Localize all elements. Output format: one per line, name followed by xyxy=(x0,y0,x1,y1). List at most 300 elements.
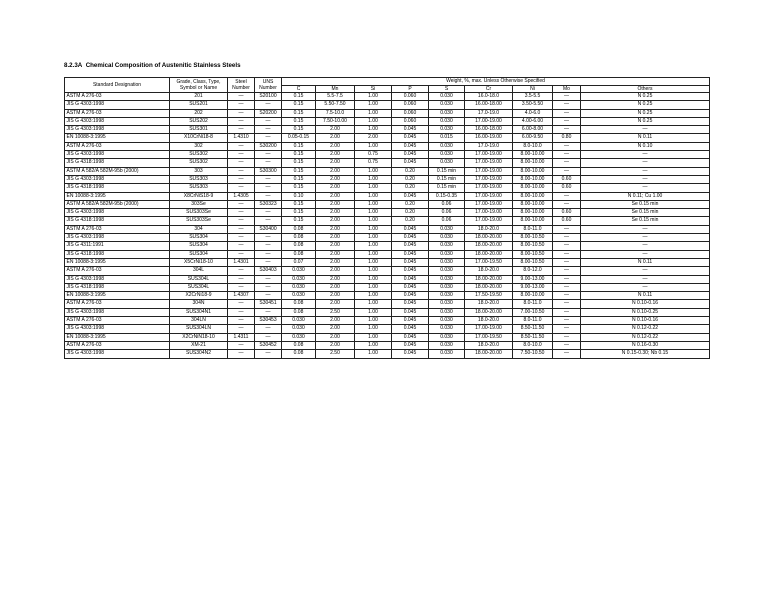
cell-cr: 17.00-19.50 xyxy=(465,333,513,341)
cell-standard: JIS G 4311:1991 xyxy=(65,242,170,250)
cell-mn: 2.00 xyxy=(316,126,355,134)
cell-c: 0.08 xyxy=(282,341,316,349)
cell-standard: ASTM A 276-03 xyxy=(65,225,170,233)
cell-mn: 2.00 xyxy=(316,175,355,183)
cell-standard: ASTM A 276-03 xyxy=(65,109,170,117)
cell-grade: SUS303Se xyxy=(170,209,228,217)
cell-mo: — xyxy=(553,93,581,101)
header-p: P xyxy=(392,85,429,93)
cell-c: 0.10 xyxy=(282,192,316,200)
cell-uns: S30451 xyxy=(255,300,282,308)
cell-uns: — xyxy=(255,175,282,183)
cell-si: 0.75 xyxy=(355,151,392,159)
cell-c: 0.08 xyxy=(282,350,316,358)
cell-si: 1.00 xyxy=(355,167,392,175)
cell-cr: 16.00-18.00 xyxy=(465,126,513,134)
cell-others: Se 0.15 min xyxy=(581,209,710,217)
cell-mn: 2.00 xyxy=(316,341,355,349)
cell-mo: — xyxy=(553,267,581,275)
cell-grade: SUS303 xyxy=(170,184,228,192)
cell-uns: S30200 xyxy=(255,142,282,150)
cell-c: 0.15 xyxy=(282,175,316,183)
cell-s: 0.030 xyxy=(429,283,465,291)
table-row xyxy=(65,234,710,242)
cell-others: N 0.25 xyxy=(581,117,710,125)
cell-others: — xyxy=(581,167,710,175)
cell-c: 0.15 xyxy=(282,209,316,217)
cell-mo: — xyxy=(553,300,581,308)
cell-si: 1.00 xyxy=(355,184,392,192)
composition-table xyxy=(64,77,710,359)
cell-s: 0.030 xyxy=(429,300,465,308)
cell-standard: JIS G 4303:1998 xyxy=(65,234,170,242)
table-row xyxy=(65,317,710,325)
cell-cr: 18.00-20.00 xyxy=(465,250,513,258)
cell-standard: ASTM A 276-03 xyxy=(65,317,170,325)
table-row xyxy=(65,308,710,316)
cell-standard: ASTM A 276-03 xyxy=(65,142,170,150)
cell-standard: JIS G 4303:1998 xyxy=(65,308,170,316)
cell-uns: — xyxy=(255,209,282,217)
cell-grade: X8CrNiS18-9 xyxy=(170,192,228,200)
cell-standard: ASTM A 582/A 582M-95b (2000) xyxy=(65,200,170,208)
cell-p: 0.045 xyxy=(392,325,429,333)
cell-standard: EN 10088-3:1995 xyxy=(65,292,170,300)
header-cr: Cr xyxy=(465,85,513,93)
cell-p: 0.060 xyxy=(392,93,429,101)
cell-uns: — xyxy=(255,126,282,134)
table-row xyxy=(65,101,710,109)
cell-uns: — xyxy=(255,151,282,159)
cell-c: 0.15 xyxy=(282,200,316,208)
cell-p: 0.045 xyxy=(392,234,429,242)
cell-ni: 4.0-6.0 xyxy=(513,109,553,117)
cell-c: 0.030 xyxy=(282,333,316,341)
cell-s: 0.030 xyxy=(429,142,465,150)
cell-ni: 7.00-10.50 xyxy=(513,308,553,316)
cell-p: 0.045 xyxy=(392,350,429,358)
cell-others: N 0.10-0.25 xyxy=(581,308,710,316)
cell-uns: — xyxy=(255,234,282,242)
header-mn: Mn xyxy=(316,85,355,93)
cell-p: 0.060 xyxy=(392,109,429,117)
cell-c: 0.030 xyxy=(282,267,316,275)
cell-cr: 18.00-20.00 xyxy=(465,350,513,358)
cell-standard: JIS G 4303:1998 xyxy=(65,101,170,109)
cell-cr: 17.0-19.0 xyxy=(465,142,513,150)
cell-cr: 18.0-20.0 xyxy=(465,341,513,349)
cell-ni: 9.00-13.00 xyxy=(513,275,553,283)
cell-standard: EN 10088-3:1995 xyxy=(65,258,170,266)
cell-steel-number: — xyxy=(228,200,255,208)
cell-si: 1.00 xyxy=(355,93,392,101)
cell-s: 0.030 xyxy=(429,242,465,250)
cell-c: 0.05-0.15 xyxy=(282,134,316,142)
table-row xyxy=(65,258,710,266)
header-uns: UNS Number xyxy=(255,78,282,93)
cell-mn: 2.00 xyxy=(316,134,355,142)
cell-mn: 2.00 xyxy=(316,167,355,175)
header-ni: Ni xyxy=(513,85,553,93)
cell-si: 1.00 xyxy=(355,142,392,150)
cell-cr: 17.00-19.00 xyxy=(465,209,513,217)
cell-s: 0.030 xyxy=(429,225,465,233)
cell-ni: 8.00-10.00 xyxy=(513,167,553,175)
cell-others: N 0.16-0.30 xyxy=(581,341,710,349)
cell-others: — xyxy=(581,126,710,134)
cell-si: 2.00 xyxy=(355,134,392,142)
cell-steel-number: 1.4301 xyxy=(228,258,255,266)
cell-s: 0.030 xyxy=(429,93,465,101)
cell-others: — xyxy=(581,151,710,159)
cell-si: 1.00 xyxy=(355,350,392,358)
cell-grade: SUS304L xyxy=(170,283,228,291)
cell-others: — xyxy=(581,283,710,291)
cell-standard: JIS G 4318:1998 xyxy=(65,184,170,192)
cell-grade: SUS303 xyxy=(170,175,228,183)
cell-uns: — xyxy=(255,333,282,341)
cell-s: 0.030 xyxy=(429,250,465,258)
cell-standard: ASTM A 276-03 xyxy=(65,93,170,101)
cell-grade: X2CrNiN18-10 xyxy=(170,333,228,341)
cell-uns: S20100 xyxy=(255,93,282,101)
cell-mo: 0.60 xyxy=(553,217,581,225)
cell-steel-number: — xyxy=(228,300,255,308)
cell-si: 1.00 xyxy=(355,250,392,258)
cell-mo: — xyxy=(553,317,581,325)
table-row xyxy=(65,159,710,167)
cell-uns: — xyxy=(255,101,282,109)
cell-mn: 2.50 xyxy=(316,308,355,316)
cell-cr: 17.00-19.00 xyxy=(465,217,513,225)
cell-steel-number: — xyxy=(228,275,255,283)
table-row xyxy=(65,292,710,300)
cell-mn: 2.00 xyxy=(316,142,355,150)
cell-ni: 8.00-10.50 xyxy=(513,250,553,258)
cell-c: 0.030 xyxy=(282,283,316,291)
cell-c: 0.030 xyxy=(282,292,316,300)
cell-uns: — xyxy=(255,292,282,300)
cell-cr: 18.00-20.00 xyxy=(465,275,513,283)
cell-mo: 0.60 xyxy=(553,175,581,183)
table-row xyxy=(65,225,710,233)
cell-others: Se 0.15 min xyxy=(581,200,710,208)
table-row xyxy=(65,325,710,333)
cell-c: 0.030 xyxy=(282,325,316,333)
cell-c: 0.15 xyxy=(282,184,316,192)
cell-steel-number: — xyxy=(228,267,255,275)
cell-c: 0.15 xyxy=(282,142,316,150)
cell-uns: — xyxy=(255,117,282,125)
cell-mn: 2.00 xyxy=(316,317,355,325)
cell-mo: 0.60 xyxy=(553,184,581,192)
table-row xyxy=(65,300,710,308)
cell-grade: 304 xyxy=(170,225,228,233)
cell-cr: 16.0-18.0 xyxy=(465,93,513,101)
cell-uns: S20200 xyxy=(255,109,282,117)
cell-steel-number: — xyxy=(228,117,255,125)
cell-others: N 0.11 xyxy=(581,292,710,300)
cell-steel-number: — xyxy=(228,350,255,358)
cell-others: — xyxy=(581,159,710,167)
cell-cr: 17.00-19.00 xyxy=(465,167,513,175)
cell-mn: 2.00 xyxy=(316,184,355,192)
cell-mo: — xyxy=(553,117,581,125)
cell-steel-number: — xyxy=(228,175,255,183)
cell-mo: — xyxy=(553,142,581,150)
cell-s: 0.15 min xyxy=(429,175,465,183)
cell-mn: 2.00 xyxy=(316,225,355,233)
cell-s: 0.030 xyxy=(429,258,465,266)
cell-mn: 2.00 xyxy=(316,292,355,300)
table-row xyxy=(65,275,710,283)
cell-ni: 7.50-10.50 xyxy=(513,350,553,358)
cell-mn: 5.5-7.5 xyxy=(316,93,355,101)
cell-c: 0.08 xyxy=(282,242,316,250)
cell-others: — xyxy=(581,275,710,283)
cell-steel-number: — xyxy=(228,151,255,159)
cell-p: 0.045 xyxy=(392,317,429,325)
cell-uns: S30400 xyxy=(255,225,282,233)
cell-mn: 2.00 xyxy=(316,283,355,291)
cell-ni: 8.50-11.50 xyxy=(513,325,553,333)
cell-steel-number: — xyxy=(228,308,255,316)
cell-others: N 0.12-0.22 xyxy=(581,325,710,333)
cell-ni: 8.0-10.0 xyxy=(513,341,553,349)
table-row xyxy=(65,167,710,175)
cell-p: 0.20 xyxy=(392,175,429,183)
section-number: 8.2.3A xyxy=(64,62,83,69)
cell-si: 1.00 xyxy=(355,242,392,250)
cell-si: 1.00 xyxy=(355,308,392,316)
cell-cr: 17.00-19.50 xyxy=(465,258,513,266)
cell-standard: EN 10088-3:1995 xyxy=(65,134,170,142)
table-row xyxy=(65,341,710,349)
cell-c: 0.15 xyxy=(282,117,316,125)
header-si: Si xyxy=(355,85,392,93)
cell-si: 1.00 xyxy=(355,292,392,300)
table-row xyxy=(65,283,710,291)
cell-ni: 8.00-10.00 xyxy=(513,192,553,200)
cell-mo: 0.80 xyxy=(553,134,581,142)
cell-steel-number: — xyxy=(228,225,255,233)
cell-mo: — xyxy=(553,275,581,283)
cell-p: 0.20 xyxy=(392,209,429,217)
cell-cr: 17.00-19.00 xyxy=(465,184,513,192)
cell-mo: — xyxy=(553,167,581,175)
cell-steel-number: — xyxy=(228,250,255,258)
cell-s: 0.015 xyxy=(429,134,465,142)
cell-grade: X2CrNi18-9 xyxy=(170,292,228,300)
cell-uns: — xyxy=(255,325,282,333)
cell-cr: 17.50-19.50 xyxy=(465,292,513,300)
cell-standard: ASTM A 582/A 582M-95b (2000) xyxy=(65,167,170,175)
cell-others: — xyxy=(581,250,710,258)
cell-s: 0.030 xyxy=(429,109,465,117)
cell-uns: — xyxy=(255,250,282,258)
cell-grade: SUS304LN xyxy=(170,325,228,333)
cell-grade: X5CrNi18-10 xyxy=(170,258,228,266)
cell-ni: 8.00-10.00 xyxy=(513,200,553,208)
cell-mo: — xyxy=(553,225,581,233)
cell-mn: 7.5-10.0 xyxy=(316,109,355,117)
cell-uns: — xyxy=(255,159,282,167)
cell-s: 0.030 xyxy=(429,267,465,275)
table-row xyxy=(65,200,710,208)
header-weight: Weight, %, max. Unless Otherwise Specified xyxy=(282,78,710,86)
cell-ni: 8.0-11.0 xyxy=(513,317,553,325)
cell-ni: 3.50-5.50 xyxy=(513,101,553,109)
cell-others: N 0.12-0.22 xyxy=(581,333,710,341)
cell-cr: 18.0-20.0 xyxy=(465,267,513,275)
cell-mo: — xyxy=(553,283,581,291)
cell-mn: 2.00 xyxy=(316,192,355,200)
cell-grade: SUS304L xyxy=(170,275,228,283)
cell-p: 0.045 xyxy=(392,142,429,150)
cell-ni: 8.00-10.50 xyxy=(513,258,553,266)
cell-steel-number: — xyxy=(228,101,255,109)
cell-cr: 17.00-19.00 xyxy=(465,159,513,167)
cell-mo: — xyxy=(553,333,581,341)
cell-steel-number: 1.4310 xyxy=(228,134,255,142)
cell-c: 0.08 xyxy=(282,234,316,242)
cell-uns: S30300 xyxy=(255,167,282,175)
cell-steel-number: — xyxy=(228,317,255,325)
cell-others: N 0.11 xyxy=(581,134,710,142)
cell-mn: 2.00 xyxy=(316,234,355,242)
cell-standard: JIS G 4303:1998 xyxy=(65,325,170,333)
cell-grade: SUS301 xyxy=(170,126,228,134)
cell-mo: — xyxy=(553,159,581,167)
cell-p: 0.045 xyxy=(392,151,429,159)
cell-p: 0.045 xyxy=(392,225,429,233)
cell-uns: — xyxy=(255,192,282,200)
cell-grade: 304L xyxy=(170,267,228,275)
cell-mn: 2.00 xyxy=(316,159,355,167)
cell-steel-number: 1.4305 xyxy=(228,192,255,200)
cell-standard: JIS G 4303:1998 xyxy=(65,209,170,217)
cell-si: 1.00 xyxy=(355,117,392,125)
cell-s: 0.030 xyxy=(429,151,465,159)
cell-s: 0.030 xyxy=(429,341,465,349)
cell-steel-number: — xyxy=(228,234,255,242)
cell-uns: S30453 xyxy=(255,317,282,325)
cell-s: 0.030 xyxy=(429,275,465,283)
cell-mn: 2.00 xyxy=(316,217,355,225)
cell-standard: JIS G 4303:1998 xyxy=(65,117,170,125)
cell-standard: JIS G 4303:1998 xyxy=(65,350,170,358)
cell-cr: 18.00-20.00 xyxy=(465,308,513,316)
section-title: Chemical Composition of Austenitic Stainless Steels xyxy=(85,62,241,69)
cell-steel-number: — xyxy=(228,142,255,150)
cell-uns: S30452 xyxy=(255,341,282,349)
cell-c: 0.15 xyxy=(282,159,316,167)
cell-steel-number: — xyxy=(228,184,255,192)
cell-cr: 17.00-19.00 xyxy=(465,192,513,200)
cell-si: 1.00 xyxy=(355,300,392,308)
cell-ni: 8.00-10.50 xyxy=(513,234,553,242)
cell-si: 1.00 xyxy=(355,175,392,183)
cell-c: 0.15 xyxy=(282,167,316,175)
cell-ni: 8.0-11.0 xyxy=(513,300,553,308)
cell-s: 0.030 xyxy=(429,325,465,333)
cell-cr: 17.00-19.00 xyxy=(465,175,513,183)
cell-ni: 8.50-11.50 xyxy=(513,333,553,341)
table-row xyxy=(65,93,710,101)
cell-c: 0.030 xyxy=(282,317,316,325)
cell-standard: JIS G 4318:1998 xyxy=(65,217,170,225)
cell-s: 0.15 min xyxy=(429,167,465,175)
cell-cr: 18.0-20.0 xyxy=(465,317,513,325)
cell-mo: — xyxy=(553,109,581,117)
table-row xyxy=(65,350,710,358)
cell-s: 0.06 xyxy=(429,200,465,208)
cell-c: 0.08 xyxy=(282,225,316,233)
cell-p: 0.045 xyxy=(392,308,429,316)
cell-mo: — xyxy=(553,192,581,200)
cell-si: 1.00 xyxy=(355,200,392,208)
cell-c: 0.15 xyxy=(282,101,316,109)
cell-others: N 0.25 xyxy=(581,101,710,109)
cell-ni: 8.0-10.0 xyxy=(513,142,553,150)
cell-mn: 2.00 xyxy=(316,242,355,250)
cell-standard: ASTM A 276-03 xyxy=(65,300,170,308)
cell-si: 1.00 xyxy=(355,209,392,217)
cell-si: 1.00 xyxy=(355,283,392,291)
cell-others: N 0.11; Cu 1.00 xyxy=(581,192,710,200)
cell-steel-number: — xyxy=(228,242,255,250)
cell-grade: XM-21 xyxy=(170,341,228,349)
cell-cr: 17.00-19.00 xyxy=(465,117,513,125)
table-row xyxy=(65,192,710,200)
cell-standard: JIS G 4318:1998 xyxy=(65,159,170,167)
cell-steel-number: — xyxy=(228,109,255,117)
cell-mn: 2.00 xyxy=(316,333,355,341)
cell-mn: 2.00 xyxy=(316,209,355,217)
cell-grade: 201 xyxy=(170,93,228,101)
cell-steel-number: — xyxy=(228,167,255,175)
cell-standard: EN 10088-3:1995 xyxy=(65,333,170,341)
cell-steel-number: — xyxy=(228,126,255,134)
header-standard: Standard Designation xyxy=(65,78,170,93)
cell-cr: 18.00-20.00 xyxy=(465,234,513,242)
cell-cr: 18.00-20.00 xyxy=(465,283,513,291)
cell-others: N 0.15-0.30; Nb 0.15 xyxy=(581,350,710,358)
cell-mo: 0.60 xyxy=(553,209,581,217)
cell-cr: 18.00-20.00 xyxy=(465,242,513,250)
cell-c: 0.07 xyxy=(282,258,316,266)
cell-mo: — xyxy=(553,200,581,208)
cell-grade: 303 xyxy=(170,167,228,175)
table-row xyxy=(65,250,710,258)
cell-s: 0.030 xyxy=(429,234,465,242)
table-row xyxy=(65,333,710,341)
cell-c: 0.15 xyxy=(282,93,316,101)
cell-s: 0.15 min xyxy=(429,184,465,192)
cell-steel-number: 1.4311 xyxy=(228,333,255,341)
cell-s: 0.030 xyxy=(429,117,465,125)
table-row xyxy=(65,117,710,125)
cell-p: 0.045 xyxy=(392,333,429,341)
page-title xyxy=(64,62,241,69)
cell-standard: JIS G 4303:1998 xyxy=(65,151,170,159)
cell-mn: 7.50-10.00 xyxy=(316,117,355,125)
cell-si: 0.75 xyxy=(355,159,392,167)
cell-ni: 8.0-11.0 xyxy=(513,225,553,233)
cell-steel-number: — xyxy=(228,341,255,349)
cell-s: 0.030 xyxy=(429,308,465,316)
cell-uns: — xyxy=(255,242,282,250)
